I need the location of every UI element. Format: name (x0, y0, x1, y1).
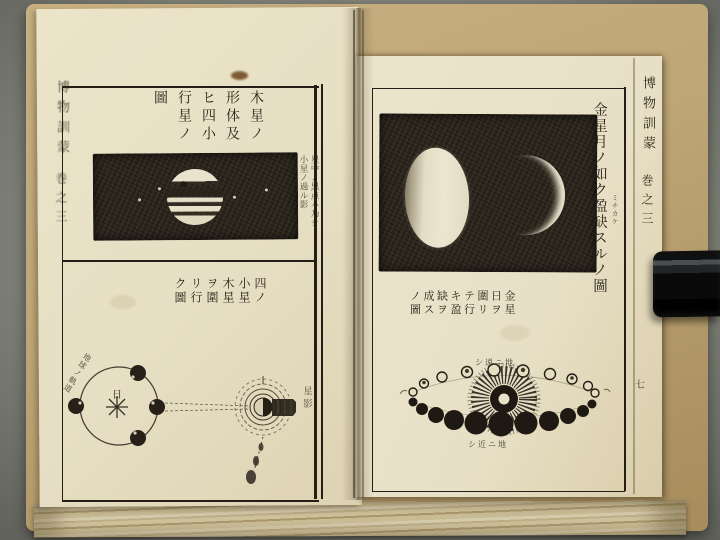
label-far-from-earth: シ遠ニ地 (475, 358, 515, 367)
right-lower-caption: 金星日ヲ圍リテ行キ盈缺ヲ成スノ圖 (408, 290, 516, 317)
binder-clip (653, 250, 720, 317)
label-near-to-earth: シ近ニ地 (468, 440, 508, 449)
left-figure-note: 星中ノ黒点ハ乃チ小星ノ過ル影 (298, 155, 319, 227)
ink-smudges (246, 443, 264, 484)
jupiter-shadow-cone (272, 399, 296, 416)
left-edge-running-title: 博物訓蒙 (54, 80, 69, 160)
jupiter-half-shaded (263, 398, 272, 416)
left-edge-volume: 巻之三 (54, 172, 68, 229)
page-number: 七 (635, 380, 645, 391)
venus-phase-diagram (400, 364, 610, 437)
right-edge-running-title: 博物訓蒙 (640, 76, 655, 156)
title-furigana: ミチカケ (611, 194, 619, 226)
earth-orbit-circle (80, 367, 158, 445)
right-edge-volume: 巻之三 (640, 174, 654, 231)
sight-lines (165, 403, 250, 411)
jupiter-system (235, 376, 296, 435)
star-shadow-label: 星影 (301, 386, 312, 411)
earth-orbit-diagram (68, 365, 296, 484)
right-page-title: 金星月ノ如ク盈缺スルノ圖 (591, 102, 607, 294)
sun-label: 日 (112, 390, 122, 401)
left-page-title: 木星ノ形体及ヒ四小行星ノ圖 (152, 90, 264, 144)
earth-orbit-label: 地球ノ軌道 (61, 351, 94, 395)
left-lower-caption: 四ノ小星木星ヲ圍リ行ク圖 (173, 277, 267, 305)
